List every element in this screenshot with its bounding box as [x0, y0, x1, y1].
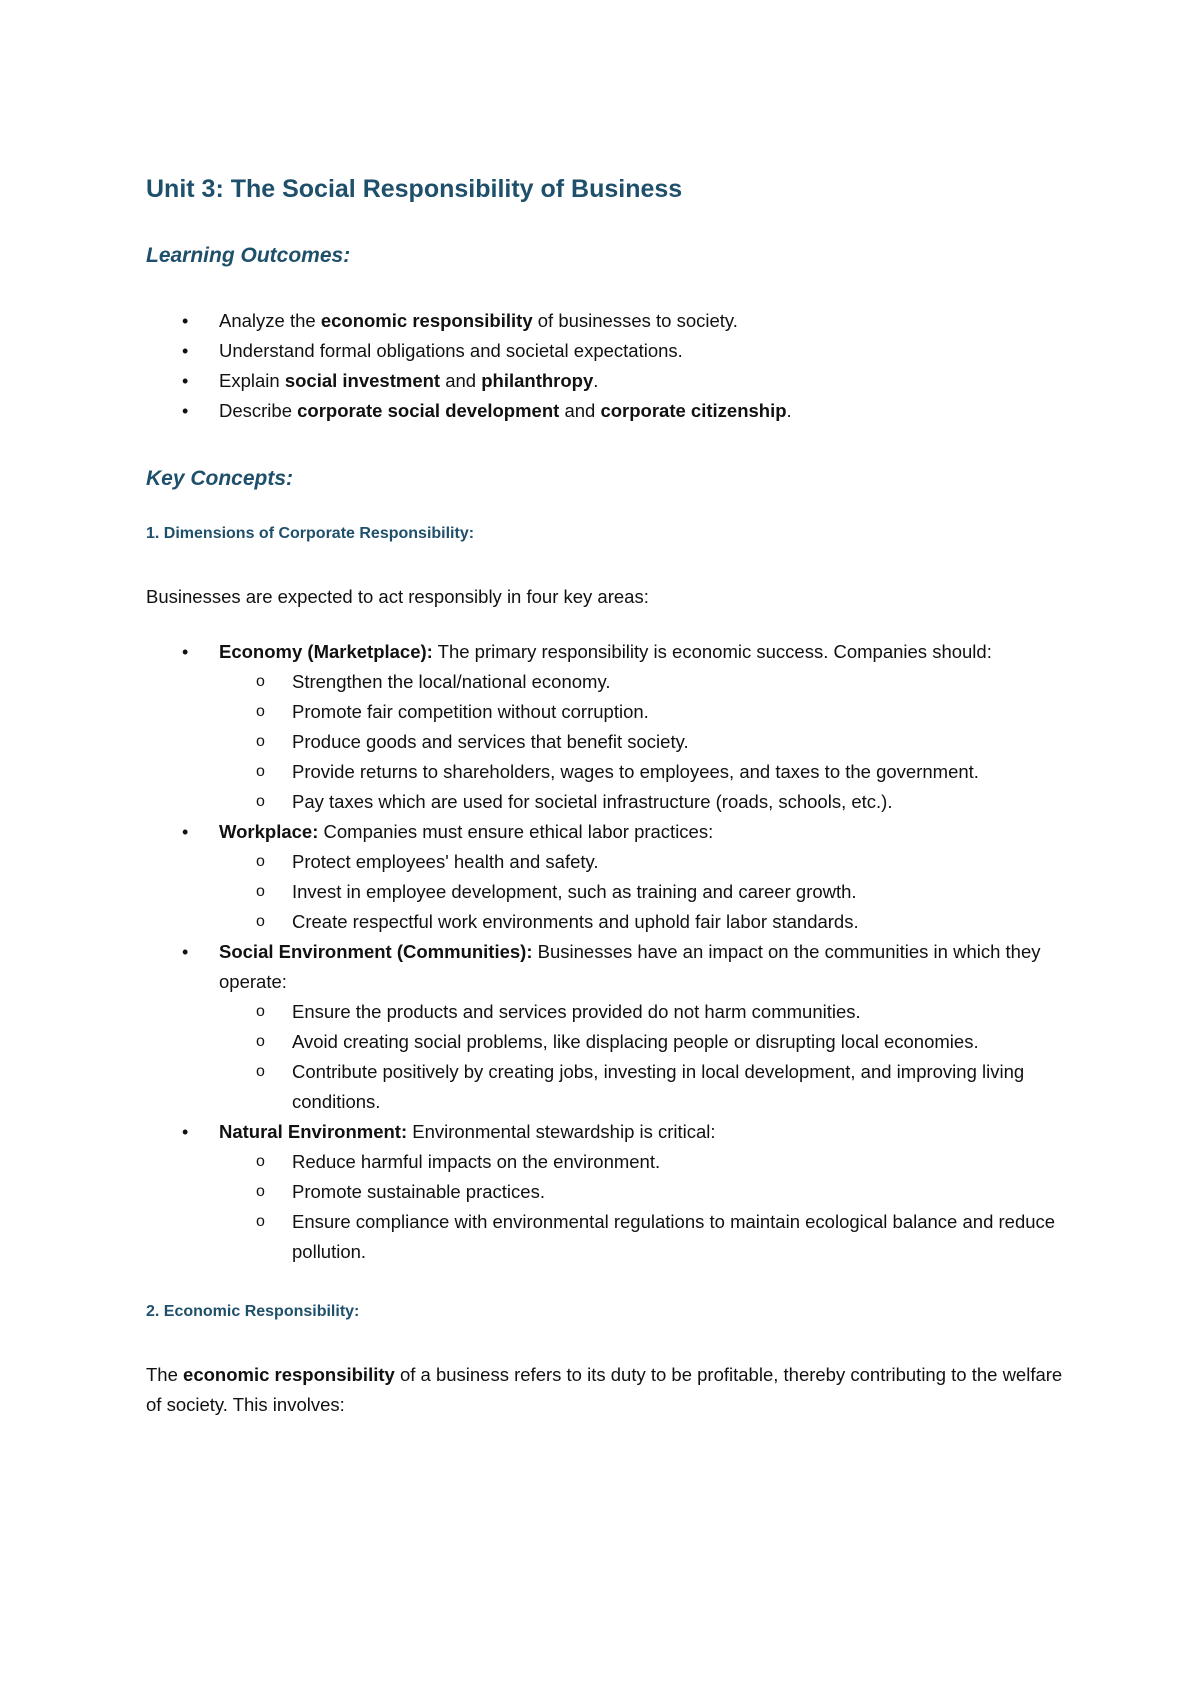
sub-item-text: Produce goods and services that benefit society.	[292, 731, 689, 752]
sub-item-text: Invest in employee development, such as training and career growth.	[292, 881, 857, 902]
list-item-bold: philanthropy	[481, 370, 594, 391]
section-2-paragraph	[146, 1360, 1076, 1420]
dimension-item-economy	[146, 637, 1076, 817]
bullet-marker: •	[182, 642, 189, 662]
sub-list	[219, 667, 1076, 817]
page-title: Unit 3: The Social Responsibility of Business	[146, 175, 683, 203]
list-item-text: Analyze the	[219, 310, 321, 331]
bullet-marker: •	[182, 341, 189, 361]
dimension-text: Businesses have an impact on the communities in which they operate:	[219, 941, 1041, 992]
sub-list-item	[219, 1177, 1076, 1207]
sub-item-text: Create respectful work environments and uphold fair labor standards.	[292, 911, 859, 932]
sub-list	[219, 847, 1076, 937]
bullet-marker: •	[182, 311, 189, 331]
sub-item-text: Provide returns to shareholders, wages to employees, and taxes to the government.	[292, 761, 979, 782]
document-page	[146, 172, 1076, 1420]
list-item-text: Explain	[219, 370, 285, 391]
sub-list-item	[219, 907, 1076, 937]
bullet-marker: •	[182, 1122, 189, 1142]
learning-outcomes-list	[146, 306, 1076, 426]
list-item-bold: social investment	[284, 370, 441, 391]
list-item-text: of businesses to society.	[532, 310, 738, 331]
sub-list-item	[219, 997, 1076, 1027]
list-item-text: and	[440, 370, 482, 391]
dimension-text: Companies must ensure ethical labor practices:	[318, 821, 714, 842]
sub-item-text: Protect employees' health and safety.	[292, 851, 599, 872]
list-item-bold: economic responsibility	[320, 310, 533, 331]
list-item-text: .	[786, 400, 792, 421]
sub-item-text: Promote fair competition without corruption.	[292, 701, 649, 722]
list-item	[146, 396, 1076, 426]
section-1-intro: Businesses are expected to act responsibly in four key areas:	[146, 586, 649, 607]
sub-list-item	[219, 787, 1076, 817]
bullet-marker: •	[182, 371, 189, 391]
list-item-text: and	[559, 400, 601, 421]
sub-list-item	[219, 877, 1076, 907]
sub-marker: o	[256, 673, 265, 690]
sub-list-item	[219, 1027, 1076, 1057]
dimension-label: Workplace:	[219, 821, 319, 842]
sub-list-item	[219, 847, 1076, 877]
sub-item-text: Contribute positively by creating jobs, investing in local development, and improving living conditions.	[292, 1061, 1025, 1112]
sub-list	[219, 1147, 1076, 1267]
sub-list-item	[219, 727, 1076, 757]
sub-marker: o	[256, 883, 265, 900]
bullet-marker: •	[182, 401, 189, 421]
list-item	[146, 366, 1076, 396]
learning-outcomes-heading: Learning Outcomes:	[146, 244, 351, 267]
list-item	[146, 336, 1076, 366]
sub-marker: o	[256, 733, 265, 750]
sub-marker: o	[256, 793, 265, 810]
sub-item-text: Reduce harmful impacts on the environment.	[292, 1151, 661, 1172]
sub-list-item	[219, 1147, 1076, 1177]
sub-marker: o	[256, 1213, 265, 1230]
sub-list	[219, 997, 1076, 1117]
list-item-bold: corporate social development	[297, 400, 560, 421]
section-1-heading: 1. Dimensions of Corporate Responsibility:	[146, 525, 475, 542]
sub-marker: o	[256, 853, 265, 870]
dimension-text: The primary responsibility is economic success. Companies should:	[432, 641, 992, 662]
sub-marker: o	[256, 1183, 265, 1200]
paragraph-text: The	[146, 1364, 184, 1385]
paragraph-bold: economic responsibility	[183, 1364, 395, 1385]
sub-list-item	[219, 1057, 1076, 1117]
dimensions-list	[146, 637, 1076, 1267]
dimension-text: Environmental stewardship is critical:	[407, 1121, 716, 1142]
paragraph-text: of a business refers to its duty to be profitable, thereby contributing to the welfare of society. This involves:	[146, 1364, 1063, 1415]
sub-item-text: Promote sustainable practices.	[292, 1181, 545, 1202]
sub-marker: o	[256, 1033, 265, 1050]
key-concepts-heading: Key Concepts:	[146, 467, 294, 490]
dimension-item-natural-environment	[146, 1117, 1076, 1267]
sub-marker: o	[256, 703, 265, 720]
sub-item-text: Ensure compliance with environmental regulations to maintain ecological balance and reduce pollution.	[292, 1211, 1056, 1262]
sub-list-item	[219, 1207, 1076, 1267]
dimension-label: Economy (Marketplace):	[219, 641, 433, 662]
list-item-bold: corporate citizenship	[600, 400, 787, 421]
dimension-item-workplace	[146, 817, 1076, 937]
sub-marker: o	[256, 1063, 265, 1080]
sub-list-item	[219, 757, 1076, 787]
sub-item-text: Avoid creating social problems, like displacing people or disrupting local economies.	[292, 1031, 979, 1052]
dimension-item-social-environment	[146, 937, 1076, 1117]
dimension-label: Natural Environment:	[219, 1121, 408, 1142]
sub-marker: o	[256, 913, 265, 930]
sub-item-text: Ensure the products and services provided do not harm communities.	[292, 1001, 861, 1022]
section-2-heading: 2. Economic Responsibility:	[146, 1303, 360, 1320]
bullet-marker: •	[182, 942, 189, 962]
sub-list-item	[219, 697, 1076, 727]
sub-item-text: Strengthen the local/national economy.	[292, 671, 611, 692]
list-item-text: Describe	[219, 400, 298, 421]
sub-item-text: Pay taxes which are used for societal infrastructure (roads, schools, etc.).	[292, 791, 893, 812]
sub-list-item	[219, 667, 1076, 697]
list-item	[146, 306, 1076, 336]
sub-marker: o	[256, 763, 265, 780]
dimension-label: Social Environment (Communities):	[219, 941, 533, 962]
sub-marker: o	[256, 1003, 265, 1020]
list-item-text: Understand formal obligations and societal expectations.	[219, 340, 683, 361]
sub-marker: o	[256, 1153, 265, 1170]
list-item-text: .	[593, 370, 599, 391]
bullet-marker: •	[182, 822, 189, 842]
